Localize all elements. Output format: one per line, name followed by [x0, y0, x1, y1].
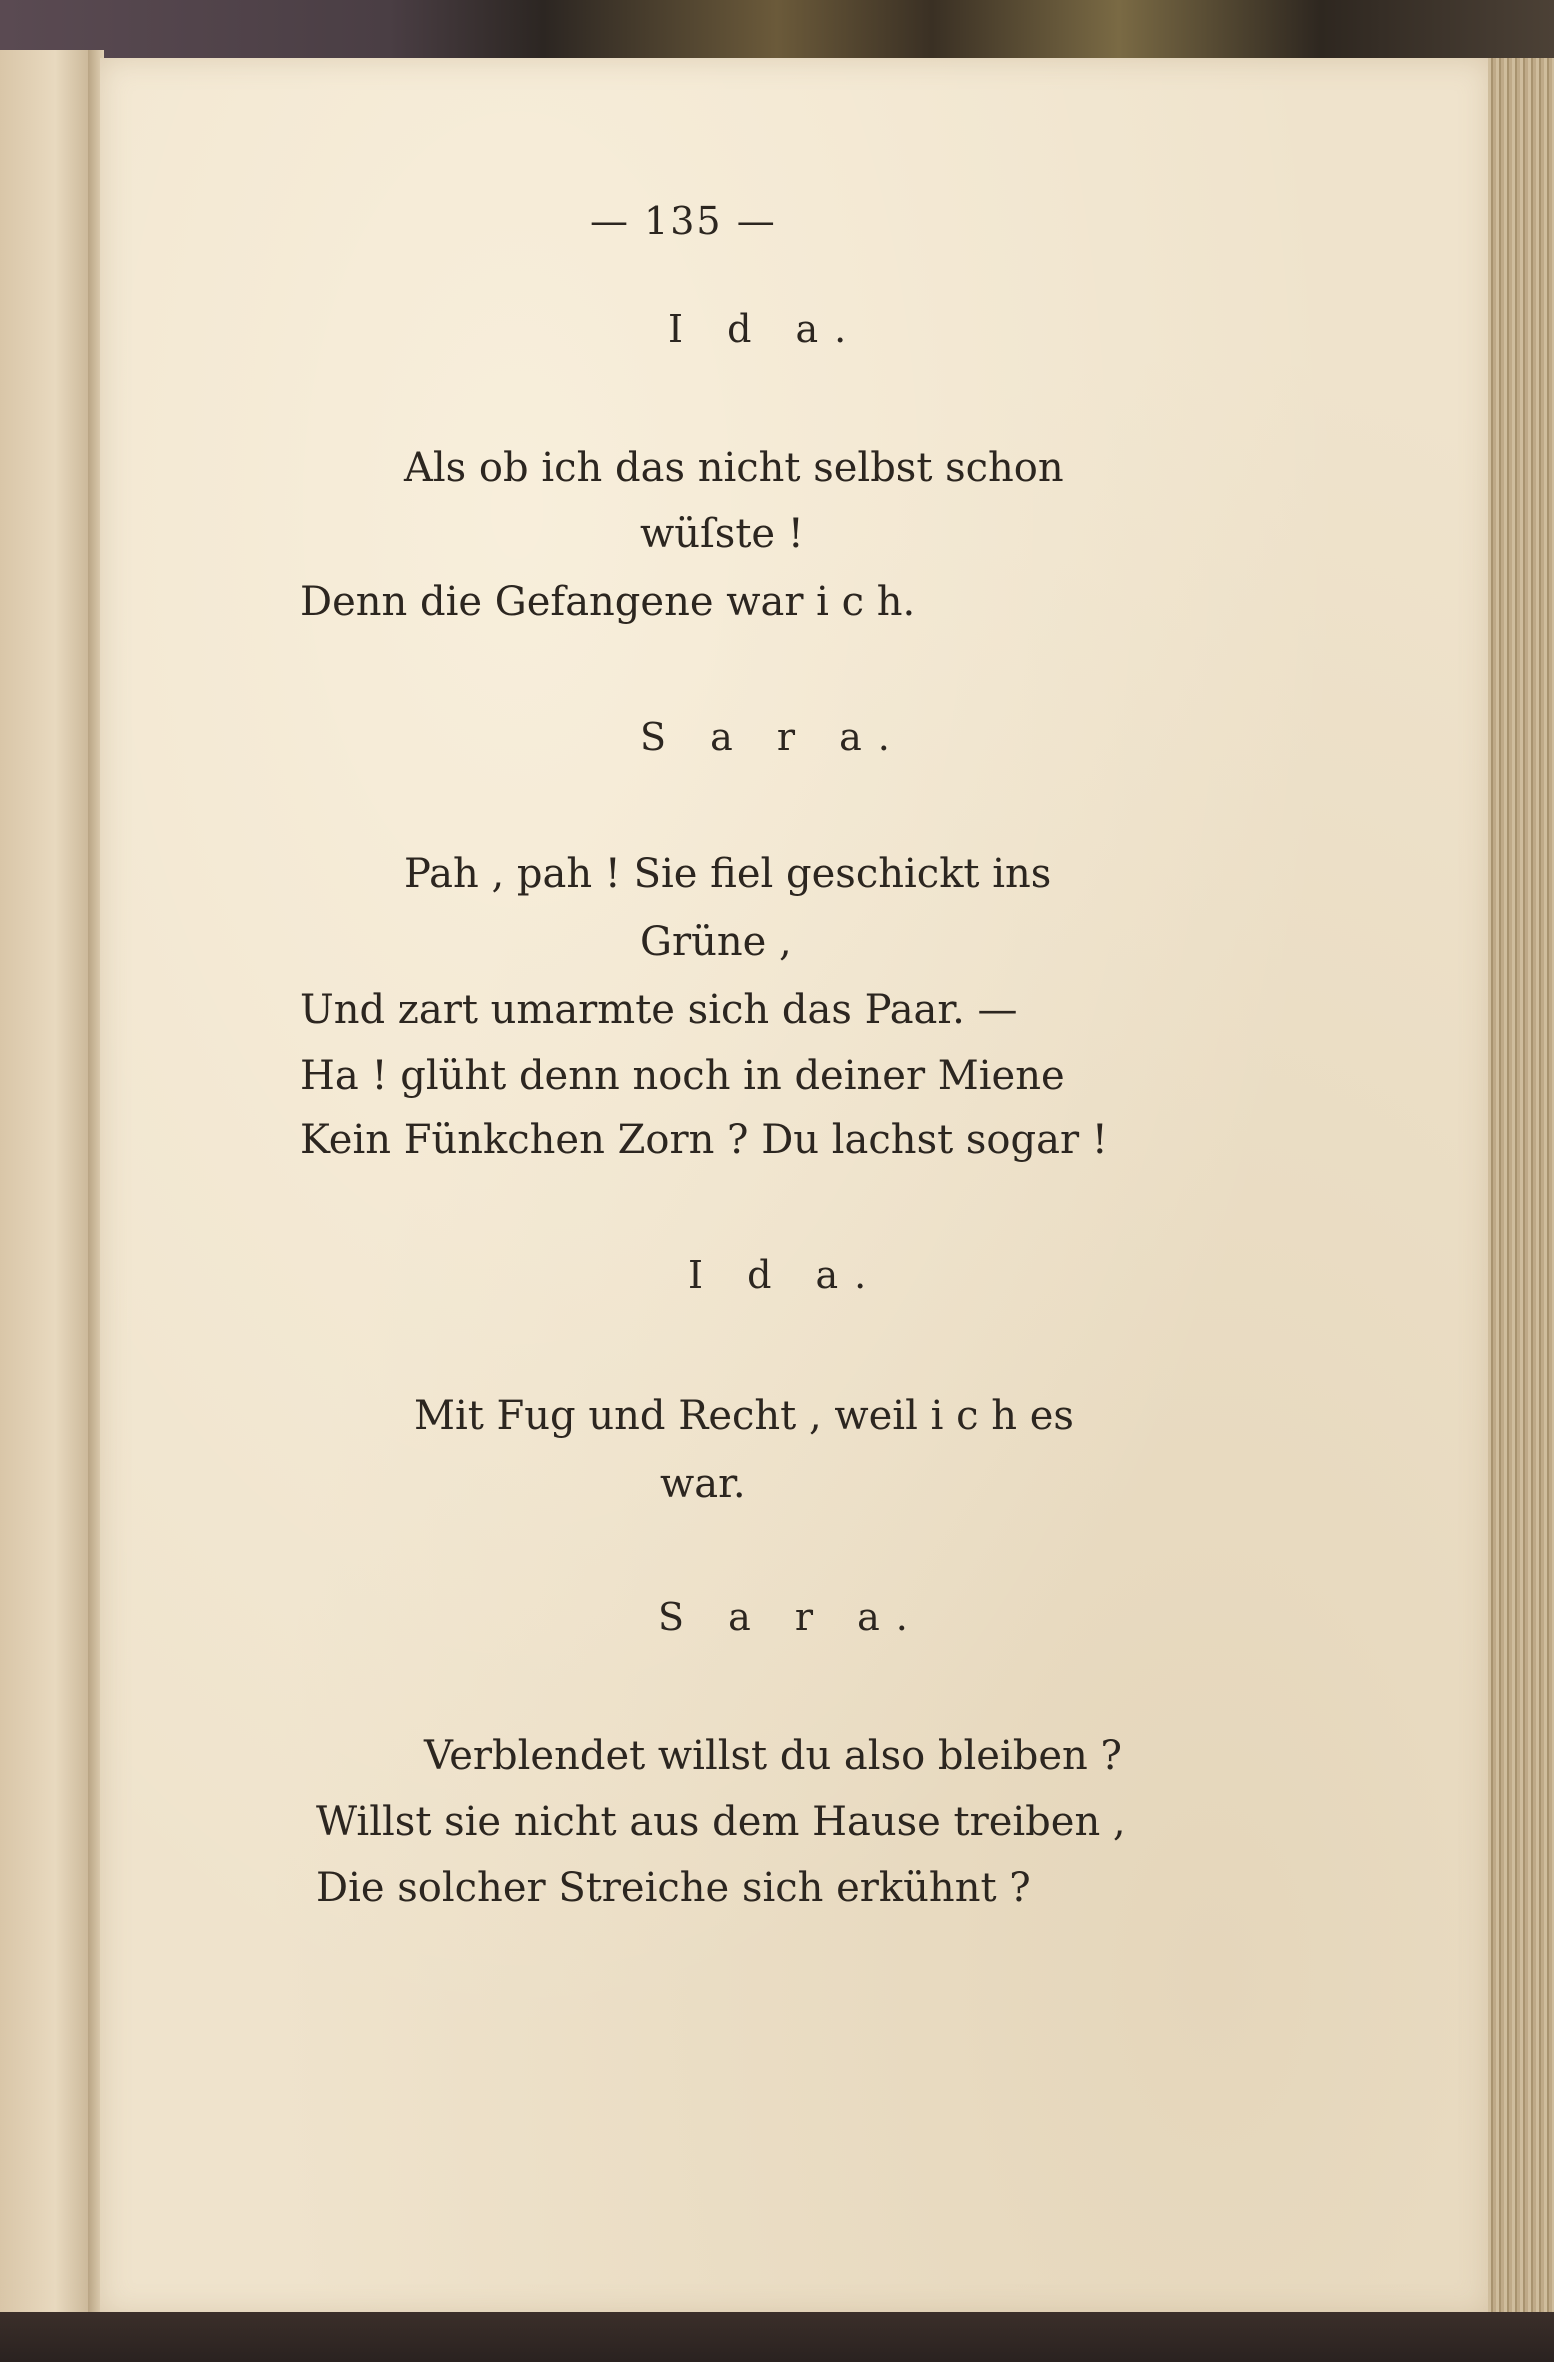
speaker-label: S a r a. [658, 1595, 924, 1639]
verse-line: Ha ! glüht denn noch in deiner Miene [300, 1053, 1065, 1099]
book-cover-bottom [0, 2312, 1554, 2362]
book-page [100, 58, 1490, 2316]
verse-line: Mit Fug und Recht , weil i c h es [414, 1393, 1074, 1439]
page-edges [1488, 58, 1554, 2316]
speaker-label: I d a. [668, 307, 863, 351]
verse-line: Grüne , [640, 919, 792, 965]
verse-line: Verblendet willst du also bleiben ? [424, 1733, 1122, 1779]
verse-line: Die solcher Streiche sich erkühnt ? [316, 1865, 1031, 1911]
left-page-edge [0, 50, 94, 2315]
verse-line: Als ob ich das nicht selbst schon [404, 445, 1064, 491]
page-number: — 135 — [590, 199, 777, 243]
speaker-label: S a r a. [640, 715, 906, 759]
verse-line: wüſste ! [640, 511, 804, 557]
verse-line: Pah , pah ! Sie fiel geschickt ins [404, 851, 1052, 897]
speaker-label: I d a. [688, 1253, 883, 1297]
verse-line: Kein Fünkchen Zorn ? Du lachst sogar ! [300, 1117, 1108, 1163]
verse-line: Willst sie nicht aus dem Hause treiben , [316, 1799, 1126, 1845]
book-cover-top [0, 0, 1554, 60]
verse-line: war. [660, 1461, 746, 1507]
verse-line: Und zart umarmte sich das Paar. — [300, 987, 1018, 1033]
verse-line: Denn die Gefangene war i c h. [300, 579, 916, 625]
